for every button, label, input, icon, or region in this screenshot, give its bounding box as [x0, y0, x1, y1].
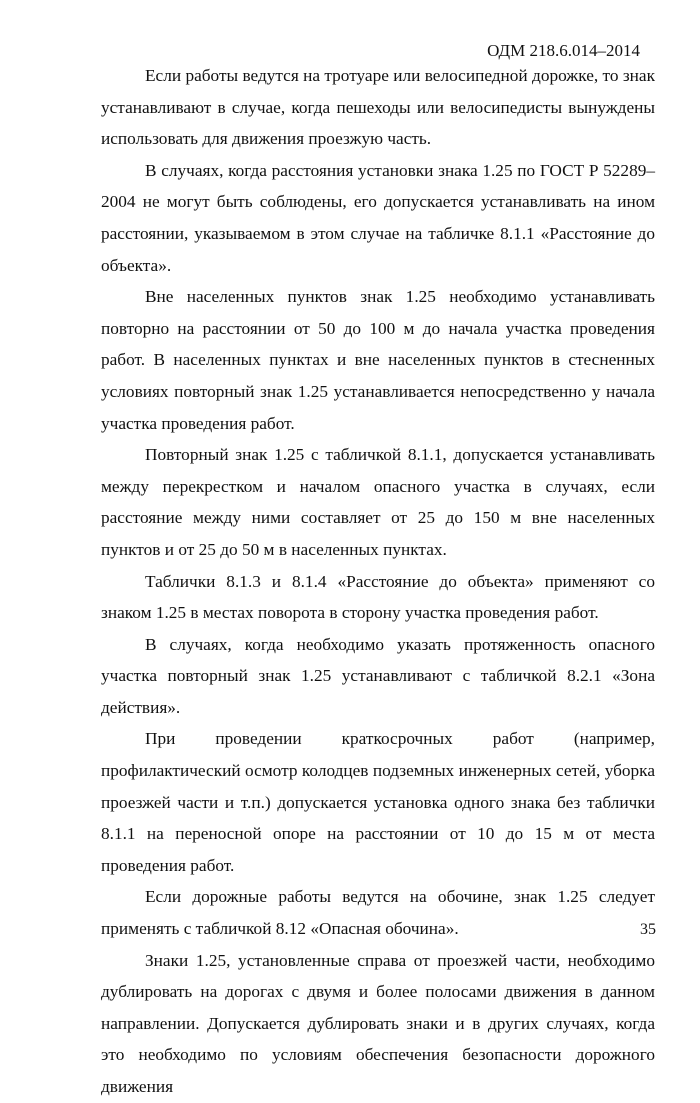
paragraph-plates-turn: Таблички 8.1.3 и 8.1.4 «Расстояние до объекта» применяют со знаком 1.25 в местах поворота в сторону участка проведения работ.: [101, 571, 655, 623]
paragraph-repeated-sign-intersection: Повторный знак 1.25 с табличкой 8.1.1, допускается устанавливать между перекрестком и началом опасного участка в случаях, если расстояние между ними составляет от 25 до 150 м вне населенных пунктов и от 25 до 50 м в населенных пунктах.: [101, 445, 655, 559]
paragraph-installation-distance: В случаях, когда расстояния установки знака 1.25 по ГОСТ Р 52289–2004 не могут быть соблюдены, его допускается устанавливать на ином расстоянии, указываемом в этом случае на табличке 8.1.1 «Расстояние до объекта».: [101, 160, 655, 275]
page-number: 35: [640, 921, 656, 938]
body-text: [101, 60, 655, 1103]
paragraph-sidewalk-works: Если работы ведутся на тротуаре или велосипедной дорожке, то знак устанавливают в случае, когда пешеходы или велосипедисты вынуждены использовать для движения проезжую часть.: [101, 66, 655, 149]
paragraph-shoulder-works: Если дорожные работы ведутся на обочине, знак 1.25 следует применять с табличкой 8.12 «Опасная обочина».: [101, 887, 655, 939]
paragraph-zone-of-action: В случаях, когда необходимо указать протяженность опасного участка повторный знак 1.25 устанавливают с табличкой 8.2.1 «Зона действия».: [101, 634, 655, 717]
paragraph-short-term-works: При проведении краткосрочных работ (например, профилактический осмотр колодцев подземных инженерных сетей, уборка проезжей части и т.п.) допускается установка одного знака без таблички 8.1.1 на переносной опоре на расстоянии от 10 до 15 м от места проведения работ.: [101, 729, 655, 875]
paragraph-duplicate-signs: Знаки 1.25, установленные справа от проезжей части, необходимо дублировать на дорогах с двумя и более полосами движения в данном направлении. Допускается дублировать знаки и в других случаях, когда это необходимо по условиям обеспечения безопасности дорожного движения: [101, 950, 655, 1096]
paragraph-repeated-sign-outside: Вне населенных пунктов знак 1.25 необходимо устанавливать повторно на расстоянии от 50 до 100 м до начала участка проведения работ. В населенных пунктах и вне населенных пунктов в стесненных условиях повторный знак 1.25 устанавливается непосредственно у начала участка проведения работ.: [101, 287, 655, 433]
document-code-header: ОДМ 218.6.014–2014: [487, 41, 640, 60]
